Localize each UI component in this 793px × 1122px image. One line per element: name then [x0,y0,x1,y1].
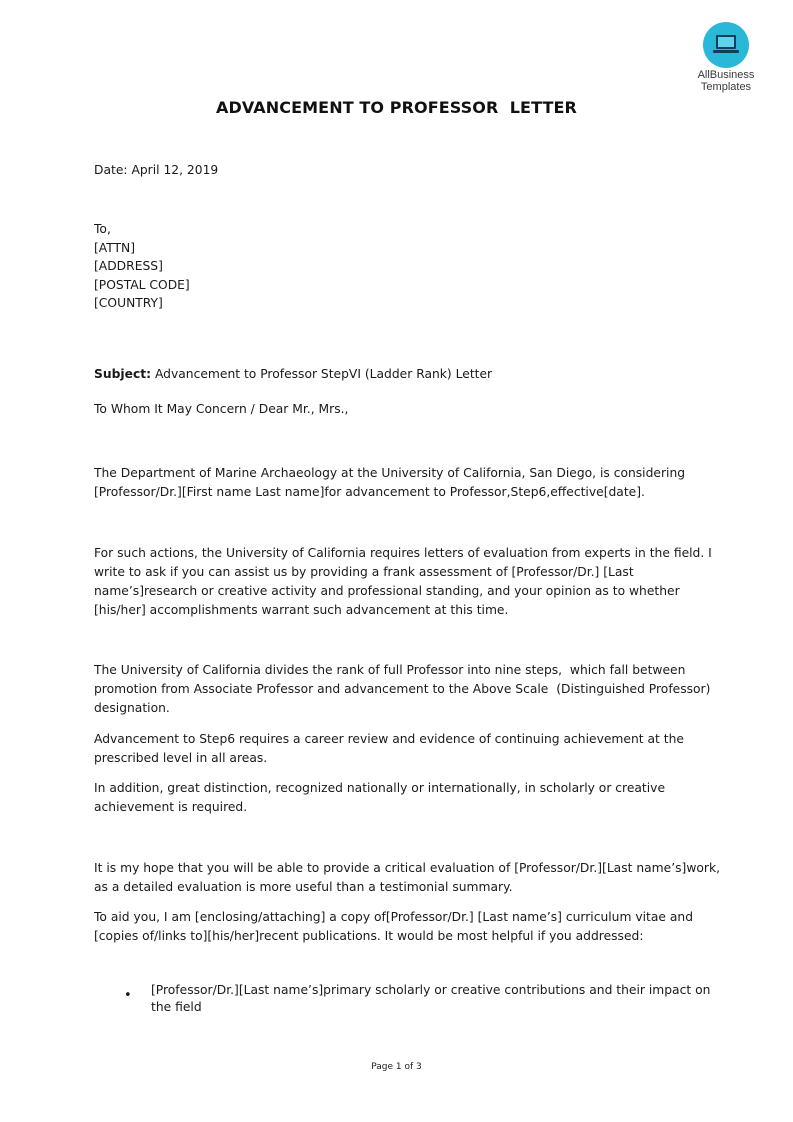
paragraph-line: as a detailed evaluation is more useful than a testimonial summary. [94,880,513,894]
paragraph-line: [copies of/links to][his/her]recent publications. It would be most helpful if you addressed: [94,929,644,943]
logo-text-line2: Templates [700,81,752,93]
paragraph-line: For such actions, the University of California requires letters of evaluation from experts in the field. I [94,546,712,560]
salutation: To Whom It May Concern / Dear Mr., Mrs., [94,402,349,416]
address-street: [ADDRESS] [94,259,163,273]
bullet-marker: • [124,988,132,1003]
address-to: To, [94,222,111,236]
paragraph-line: The Department of Marine Archaeology at the University of California, San Diego, is considering [94,466,686,480]
paragraph-line: [his/her] accomplishments warrant such advancement at this time. [94,603,509,617]
paragraph-2 [94,544,712,620]
paragraph-line: achievement is required. [94,800,248,814]
paragraph-line: To aid you, I am [enclosing/attaching] a copy of[Professor/Dr.] [Last name’s] curriculum vitae and [94,910,694,924]
subject-label: Subject: [94,367,152,381]
address-postal: [POSTAL CODE] [94,277,190,292]
paragraph-line: In addition, great distinction, recognized nationally or internationally, in scholarly or creative [94,781,666,795]
paragraph-3 [94,661,711,718]
paragraph-line: write to ask if you can assist us by providing a frank assessment of [Professor/Dr.] [Last [94,565,634,579]
paragraph-5 [94,779,704,817]
recipient-address [94,220,704,313]
page-number: Page 1 of 3 [371,1062,422,1072]
paragraph-line: It is my hope that you will be able to provide a critical evaluation of [Professor/Dr.][Last name’s]work, [94,861,720,875]
laptop-icon [703,22,749,68]
paragraph-line: Advancement to Step6 requires a career review and evidence of continuing achievement at the [94,732,684,746]
paragraph-1 [94,464,704,502]
paragraph-4 [94,730,704,768]
paragraph-line: prescribed level in all areas. [94,751,268,765]
logo-text [690,69,762,93]
paragraph-7 [94,908,704,946]
document-title: ADVANCEMENT TO PROFESSOR LETTER [216,98,577,117]
paragraph-line: [Professor/Dr.][First name Last name]for advancement to Professor,Step6,effective[date]. [94,485,645,499]
bullet-line: the field [151,1000,202,1014]
paragraph-line: name’s]research or creative activity and professional standing, and your opinion as to whether [94,584,680,598]
paragraph-6 [94,859,720,897]
bullet-item [151,982,711,1016]
subject-line [94,365,704,384]
paragraph-line: designation. [94,701,170,715]
logo-text-line1: AllBusiness [697,69,755,81]
bullet-line: [Professor/Dr.][Last name’s]primary scholarly or creative contributions and their impact on [151,983,711,997]
address-attn: [ATTN] [94,240,136,255]
letter-date: Date: April 12, 2019 [94,163,219,177]
paragraph-line: promotion from Associate Professor and advancement to the Above Scale (Distinguished Professor) [94,682,711,696]
paragraph-line: The University of California divides the rank of full Professor into nine steps, which fall between [94,663,686,677]
address-country: [COUNTRY] [94,296,163,310]
brand-logo[interactable] [690,22,762,93]
subject-text: Advancement to Professor StepVI (Ladder Rank) Letter [151,367,493,381]
